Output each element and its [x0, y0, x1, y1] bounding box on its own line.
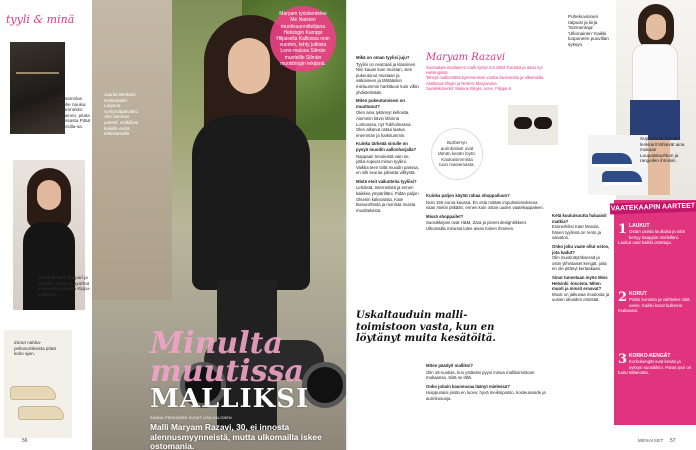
- answer: Tyylini on neutraali ja klassinen. Niin kauan kuin muistan, olen pukeutunut mustaan ja valkoiseen ja tähtäänkin mieluummin harkittuun kuin villiin yhdistelmään.: [356, 61, 419, 95]
- wardrobe-item-number: 2: [618, 290, 628, 305]
- sunglasses-caption: Burberryn aurinkolasit ovat tämän kesän löytö. Kaukaisimmista tuon maisemasta.: [438, 140, 476, 168]
- question: Onko joku vaate ollut ostos, jota kadut?: [552, 243, 610, 255]
- bullet-item: Tehnyt malliontöitä kymmenisen vuotta Suomessa ja ulkomailla.: [426, 75, 545, 81]
- wardrobe-item-text: Pidän koruista ja vaihtelen niitä usein. Kaikki korut kulkevat mukanani.: [618, 297, 690, 314]
- answer: Noin 150 euroa kuussa. En osta mitään impulssiostoksena vaan mietin pitkään, ennen kuin ostan uuden vaatekappaleen.: [426, 199, 545, 211]
- answer: Olin muotinäytöksessä ja ostin ylihintaiset kengät, joita en ole pitänyt kertaakaan.: [552, 255, 607, 272]
- intro-bubble: [270, 6, 336, 72]
- profile-bullets: [426, 65, 546, 91]
- profile-name: Maryam Razavi: [426, 52, 506, 63]
- caption-top-woman: Puhekuvioinen ratpuisi ja kirja 'Sormentaja' 'Ulkonainen' Kaikki luopuneen puuvillan syksyn.: [568, 14, 609, 47]
- headline-block: [150, 326, 346, 450]
- answer: Olin 16-vuotias, kun ystäväni pyysi minua mallitoimistoon mukaansa. Siitä se lähti.: [426, 369, 535, 381]
- answer: Esimerkiksi Kate Mossia, hänen tyylinsä on rento ja vaivaton.: [552, 224, 601, 241]
- sunglasses-photo: [508, 105, 558, 145]
- section-tag: tyyli & minä: [6, 13, 75, 26]
- answer: Muoti on jatkuvaa muutosta ja uusien ideoiden etsintää.: [552, 291, 610, 303]
- question: Kuinka tärkeää sinulle on pysyä muodin aallonharjalla?: [356, 141, 417, 152]
- answer: Nappaan trendeistä vain ne, jotka sopivat minun tyyliini. Vaikka teen töitä muodin parissa, en silti seuraa jokaista villitystä.: [356, 153, 419, 176]
- page-number-left: 56: [22, 438, 28, 444]
- wardrobe-title: VAATEKAAPIN AARTEET: [610, 201, 696, 215]
- column-c: [552, 210, 610, 303]
- wardrobe-item: [618, 224, 692, 246]
- wardrobe-item-name: LAUKUT: [629, 223, 650, 229]
- headline-line2: MALLIKSI: [150, 384, 310, 414]
- caption-bag: Soramolan Bebe naukai Marimekko avainen, pitala gossasta Pitää amisilla-sa.: [60, 96, 91, 129]
- question: Mikä on oman tyylisi juju?: [356, 55, 410, 60]
- page-number-right: 57: [670, 438, 676, 444]
- intro-bubble-text: Maryam työskentelee Me Naisten muotisuunnittelijana Helsingin Kamppi Hiljaisella Kalliossa noin vuoden, tehty julkista Lonn-maissa Silmän muoteille Silmän muotiblogin tekijänä.: [276, 11, 330, 67]
- caption-sneakers: Superstarin tennarit lenkkarit lähtevät aina mukaan Luupaisitauhkun ja rangeilen ihmisiin.: [640, 136, 685, 164]
- question: Miten pukeutumisesi on muuttunut?: [356, 98, 405, 109]
- question: Onko joitain kauneusaa läänyt mielessä?: [426, 383, 510, 389]
- question: Kuinka paljon käytät rahaa shoppailuun?: [426, 193, 510, 198]
- bullet-item: Suomalais-iranilainen malli syntyi 4.8.1983 Turussa ja asuu nyt Helsingissä.: [426, 65, 543, 76]
- wardrobe-item-number: 3: [618, 352, 628, 367]
- credits: SANNA PEKKONEN KUVAT LISA VALONEN: [150, 416, 232, 420]
- headline-line1: Minulta muutissa: [150, 326, 304, 389]
- wardrobe-item-text: Ostan useita lauikoita ja niitä kertyy kaappiin mielelläni. Laukut ovat kaikki ostettuja.: [618, 229, 685, 246]
- wardrobe-item-text: Korkokengät ovat kesän ja syksyn suosikkini. Paras pari on tuotu Milanosta.: [618, 359, 692, 376]
- caption-shoes: Zoran nahka-peltosortikoista pitää koko ajan.: [14, 340, 56, 357]
- profile-box: [426, 52, 546, 91]
- question: Ketä kuuluisuutta haluaisit matkia?: [552, 213, 607, 224]
- column-a: [356, 52, 420, 213]
- bullet-item: Suosikkimerkit: Malene Birger, Acne, Filippa K.: [426, 85, 513, 91]
- wardrobe-item-number: 1: [618, 222, 628, 237]
- question: Mistä etsit vaikutteita tyyliisi?: [356, 178, 417, 184]
- column-b2: [426, 360, 546, 402]
- question: Missä shoppailet?: [426, 213, 464, 219]
- lead-text: Malli Maryam Razavi, 30, ei innosta alennusmyynneistä, mutta ulkomailla iskee ostomania.: [150, 422, 322, 450]
- wardrobe-item: [618, 292, 692, 314]
- wardrobe-item: [618, 354, 692, 376]
- answer: Suosikkejani ovat H&M, Zara ja pienet designliikkeet. Ulkomailla minusta tulee aivan toinen ihminen.: [426, 220, 528, 231]
- answer: Lehdistä, Internetistä ja ennen kaikkea ympäriltäni. Pidän paljon Olsenin kaksosista, Kate Bosworthista ja monista muista muotitaloista.: [356, 185, 419, 213]
- column-b: [426, 190, 546, 232]
- wardrobe-item-name: KORKO-KENGÄT: [629, 353, 671, 359]
- caption-jacket: Jaanla Berikam Nahkatakki-Lahjana syntymäpäiväksi. Aito lammas paketti, Kaikillani kaikille enää eläkeläiselle.: [104, 92, 139, 137]
- answer: Olen aina tykännyt kelloista. Aiemmin kävin lähinnä Lontoossa, nyt Tukholmassa. Olen alkanut ostaa laatua enemmän ja harkitummin.: [356, 110, 412, 138]
- question: Sinut tunnetaan myös Miss Helsinki -kisoista. Miten muoti ja missit eroavat?: [552, 274, 608, 292]
- right-page: [348, 0, 696, 450]
- handbag-photo: [10, 42, 65, 134]
- sunglasses-caption-bubble: [431, 128, 483, 180]
- magazine-name: MENAISET: [638, 438, 664, 443]
- bullet-item: Aloittanut blogin ja Netti-tv Maryamina.: [426, 80, 498, 86]
- pull-quote: [356, 310, 502, 345]
- sneakers-photo: [588, 135, 648, 195]
- question: Miten päädyit malliksi?: [426, 363, 474, 368]
- caption-portrait: Ohutkokoinen huppari ja kimallus Olasti ja ayorhat suomalaisuudessa Kippu-malleista.: [38, 275, 91, 297]
- wardrobe-item-name: KORUT: [629, 291, 647, 297]
- answer: Huippunaisi joista en luovu: hyvä meikinpoisto, kosteusvoide ja aurinkosuoja.: [426, 390, 546, 401]
- pull-quote-text: Uskaltauduin malli- toimistoon vasta, kun en löytänyt muita kesätöitä.: [356, 310, 496, 344]
